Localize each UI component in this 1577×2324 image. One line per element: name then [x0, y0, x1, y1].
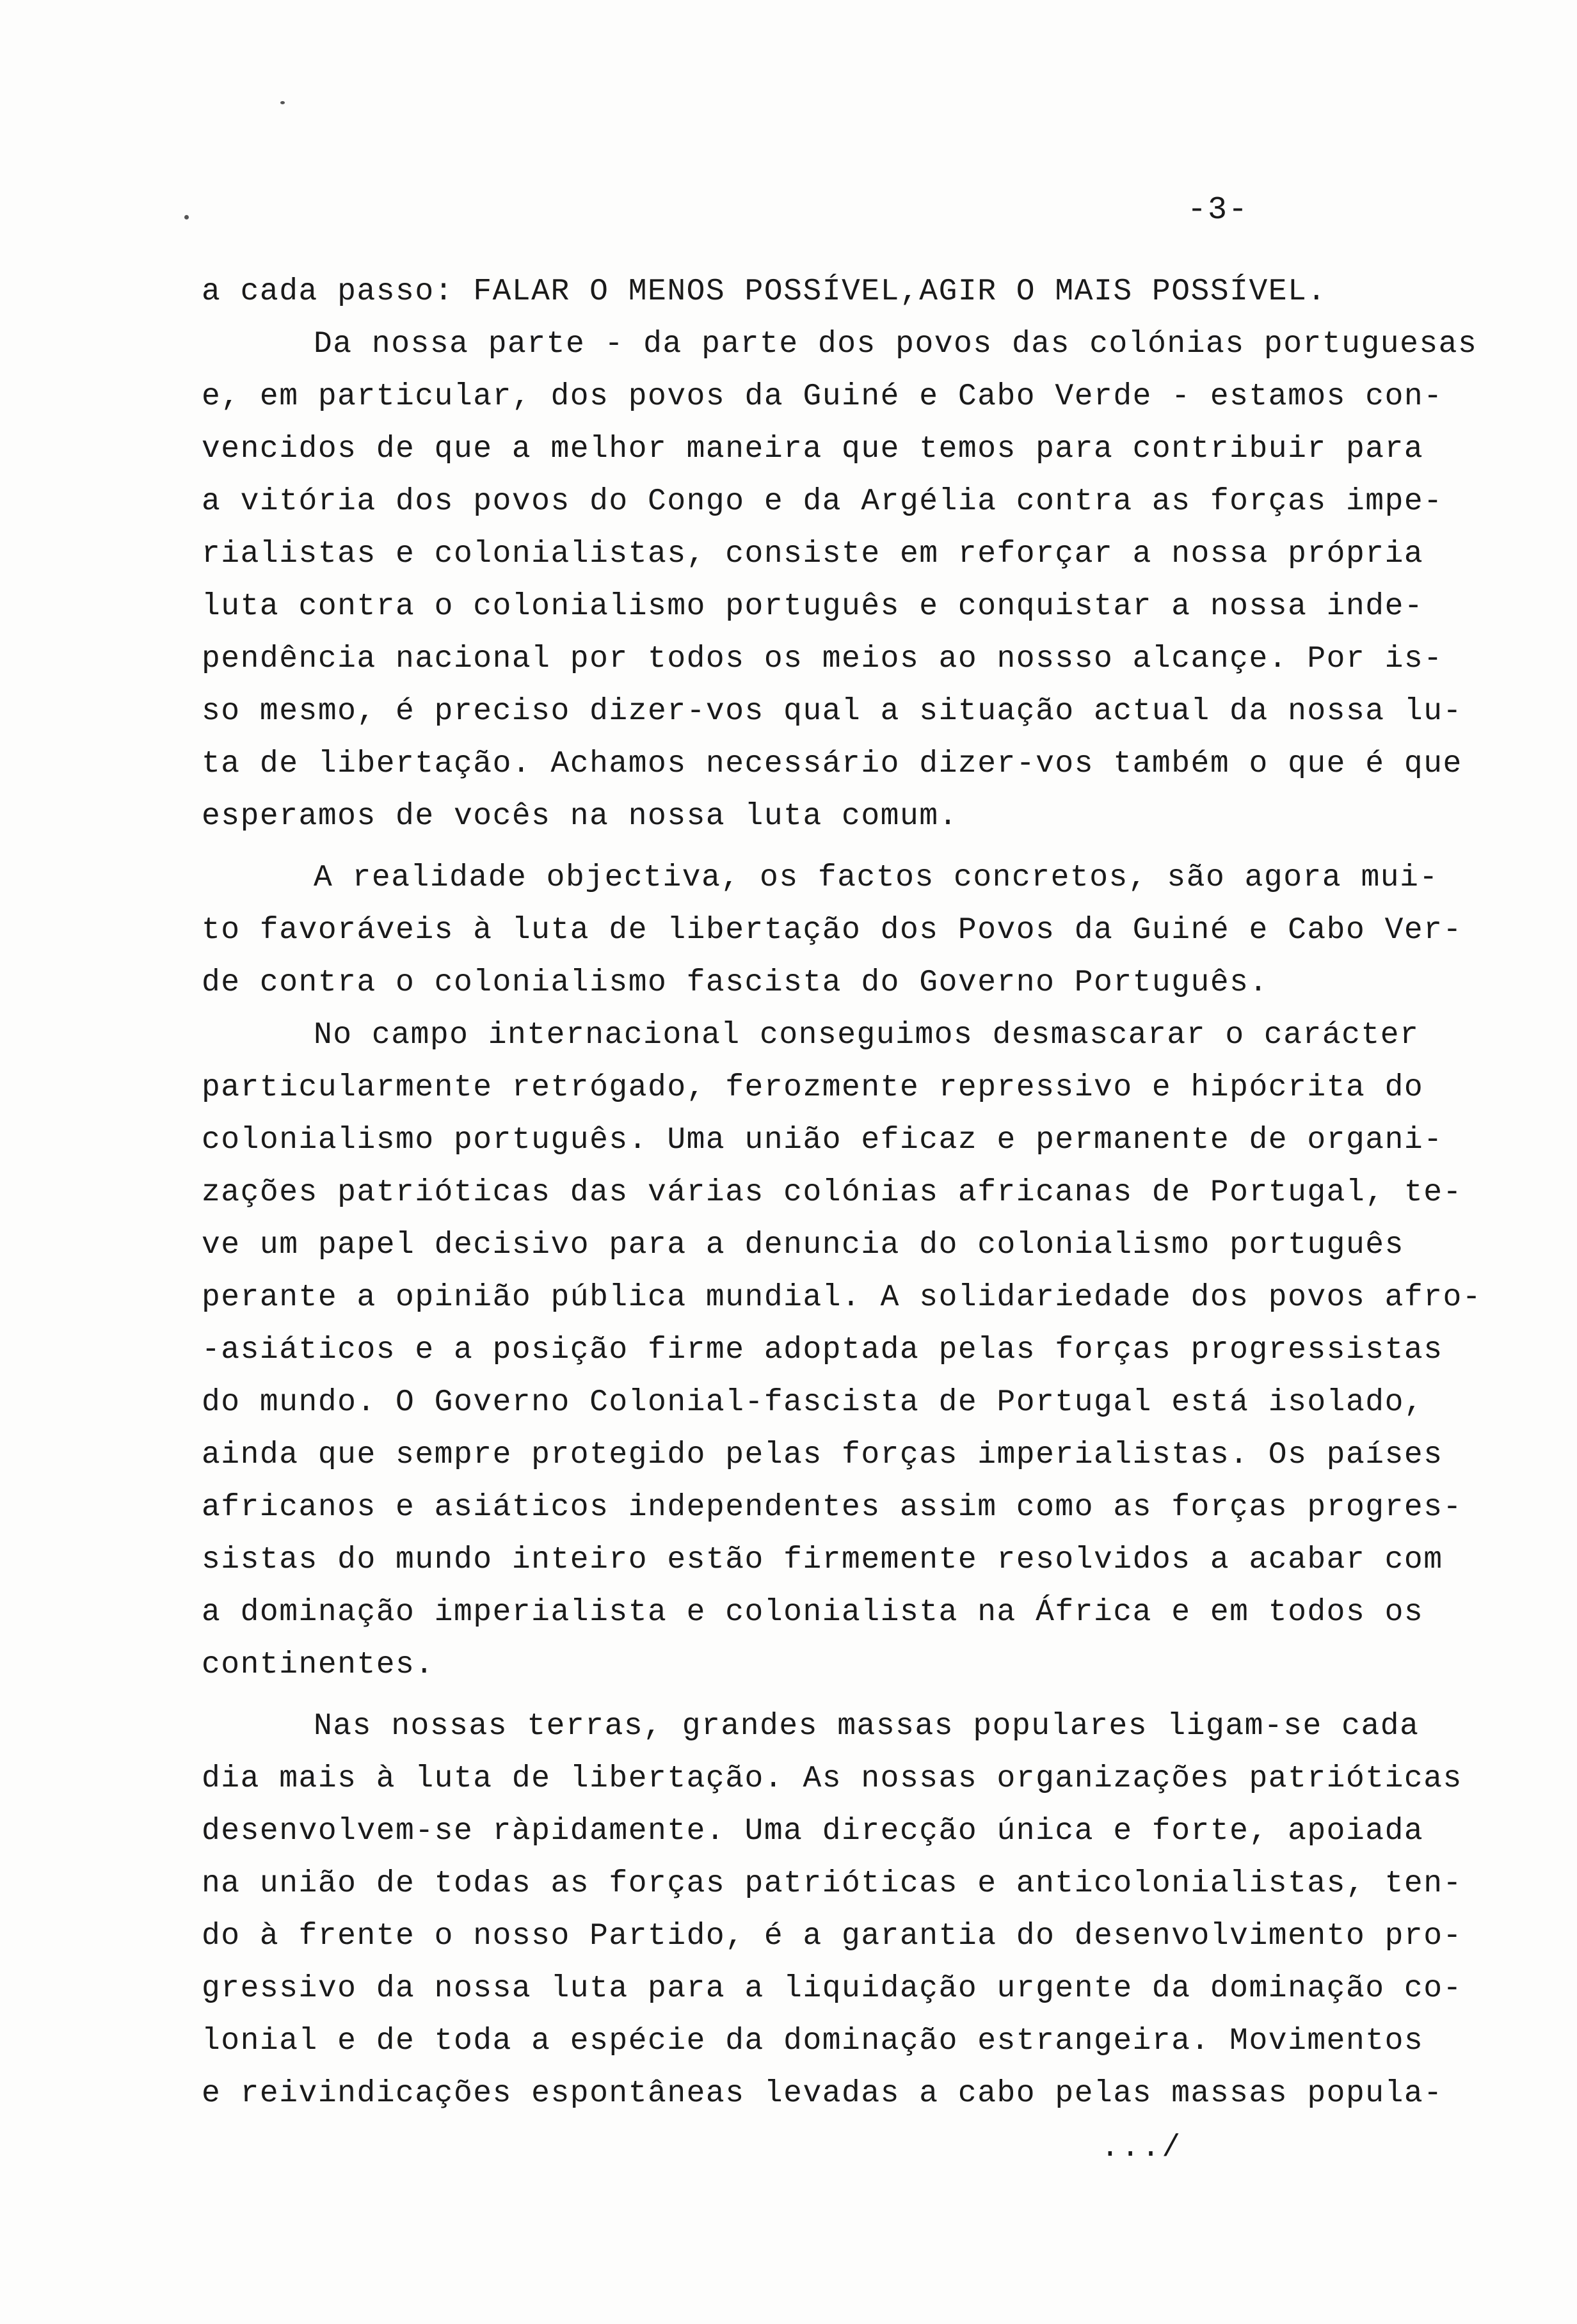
text-line: dia mais à luta de libertação. As nossas organizações patrióticas: [202, 1762, 1462, 1796]
continuation-mark: .../: [1101, 2131, 1183, 2165]
text-line: a dominação imperialista e colonialista na África e em todos os: [202, 1595, 1424, 1630]
paragraph-gap: [202, 843, 1469, 852]
text-line: pendência nacional por todos os meios ao nossso alcançe. Por is-: [202, 642, 1443, 676]
text-line: a cada passo: FALAR O MENOS POSSÍVEL,AGIR O MAIS POSSÍVEL.: [202, 275, 1327, 309]
ink-speck: [280, 101, 285, 104]
text-line: e reivindicações espontâneas levadas a cabo pelas massas popula-: [202, 2076, 1443, 2111]
text-line: a vitória dos povos do Congo e da Argélia contra as forças impe-: [202, 484, 1443, 519]
paragraph-start-line: Da nossa parte - da parte dos povos das colónias portuguesas: [314, 327, 1478, 362]
text-line: ve um papel decisivo para a denuncia do colonialismo português: [202, 1228, 1404, 1262]
text-line: perante a opinião pública mundial. A solidariedade dos povos afro-: [202, 1280, 1482, 1315]
paragraph-start-line: Nas nossas terras, grandes massas populares ligam-se cada: [314, 1709, 1420, 1744]
text-line: luta contra o colonialismo português e conquistar a nossa inde-: [202, 589, 1424, 624]
text-line: esperamos de vocês na nossa luta comum.: [202, 799, 958, 834]
text-line: africanos e asiáticos independentes assim como as forças progres-: [202, 1490, 1462, 1525]
paragraph-start-line: No campo internacional conseguimos desmascarar o carácter: [314, 1018, 1420, 1053]
text-line: so mesmo, é preciso dizer-vos qual a situação actual da nossa lu-: [202, 694, 1462, 729]
text-line: continentes.: [202, 1648, 435, 1682]
text-line: do à frente o nosso Partido, é a garantia do desenvolvimento pro-: [202, 1919, 1462, 1954]
text-line: to favoráveis à luta de libertação dos Povos da Guiné e Cabo Ver-: [202, 913, 1462, 948]
paragraph-gap: [202, 1691, 1469, 1700]
text-line: gressivo da nossa luta para a liquidação urgente da dominação co-: [202, 1971, 1462, 2006]
text-line: de contra o colonialismo fascista do Governo Português.: [202, 966, 1269, 1000]
text-line: desenvolvem-se ràpidamente. Uma direcção única e forte, apoiada: [202, 1814, 1424, 1849]
text-line: e, em particular, dos povos da Guiné e Cabo Verde - estamos con-: [202, 379, 1443, 414]
text-line: rialistas e colonialistas, consiste em reforçar a nossa própria: [202, 537, 1424, 571]
text-line: particularmente retrógado, ferozmente repressivo e hipócrita do: [202, 1070, 1424, 1105]
text-line: lonial e de toda a espécie da dominação estrangeira. Movimentos: [202, 2024, 1424, 2058]
body-text: [202, 266, 1482, 2120]
text-line: colonialismo português. Uma união eficaz e permanente de organi-: [202, 1123, 1443, 1158]
page-number: -3-: [1187, 192, 1249, 228]
text-line: zações patrióticas das várias colónias africanas de Portugal, te-: [202, 1175, 1462, 1210]
text-line: ta de libertação. Achamos necessário dizer-vos também o que é que: [202, 747, 1462, 781]
text-line: vencidos de que a melhor maneira que temos para contribuir para: [202, 432, 1424, 466]
text-line: na união de todas as forças patrióticas e anticolonialistas, ten-: [202, 1866, 1462, 1901]
paragraph-start-line: A realidade objectiva, os factos concretos, são agora mui-: [314, 861, 1439, 895]
text-line: ainda que sempre protegido pelas forças imperialistas. Os países: [202, 1438, 1443, 1472]
text-line: sistas do mundo inteiro estão firmemente resolvidos a acabar com: [202, 1543, 1443, 1577]
text-line: do mundo. O Governo Colonial-fascista de Portugal está isolado,: [202, 1385, 1424, 1420]
text-line: -asiáticos e a posição firme adoptada pelas forças progressistas: [202, 1333, 1443, 1367]
ink-dot: [184, 215, 189, 219]
